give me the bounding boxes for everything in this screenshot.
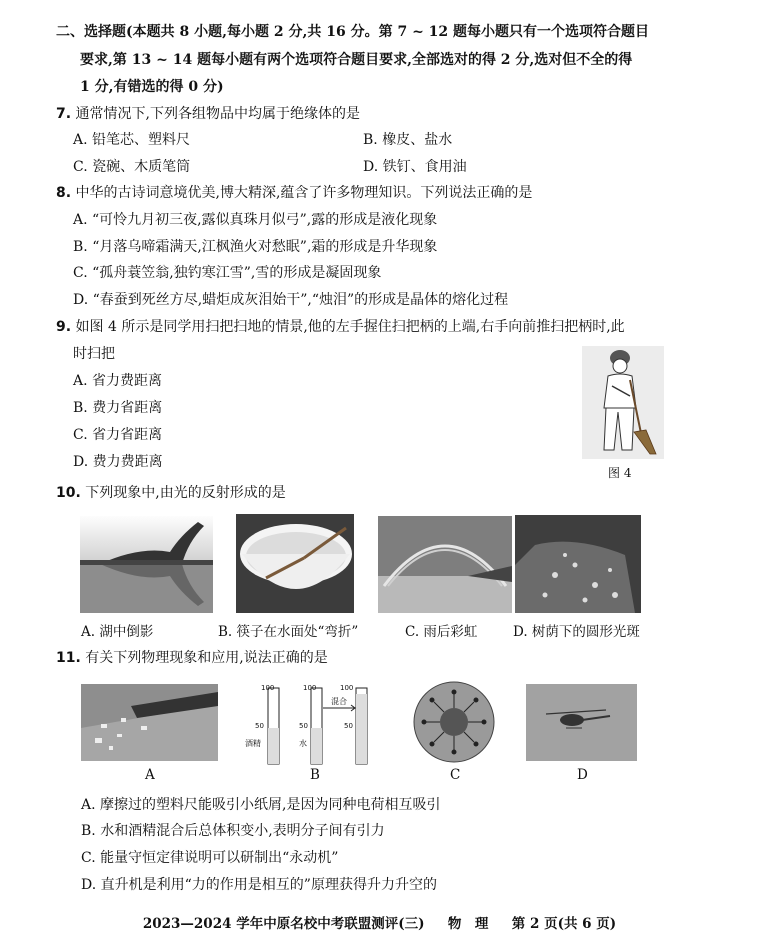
question-10-option-a: A. 湖中倒影 (81, 624, 154, 640)
cylinder2-50-label: 50 (299, 722, 308, 730)
question-8-option-d: D. “春蚕到死丝方尽,蜡炬成灰泪始干”,“烛泪”的形成是晶体的熔化过程 (73, 292, 509, 308)
question-8-option-b: B. “月落乌啼霜满天,江枫渔火对愁眠”,霜的形成是升华现象 (73, 239, 438, 255)
q11-label-a: A (145, 767, 155, 783)
cylinder1-50-label: 50 (255, 722, 264, 730)
alcohol-label: 酒精 (245, 739, 261, 748)
question-9-number: 9. (56, 319, 72, 335)
question-9-text: 如图 4 所示是同学用扫把扫地的情景,他的左手握住扫把柄的上端,右手向前推扫把柄时,此 (75, 319, 625, 335)
rainbow-image (378, 516, 512, 613)
ruler-paper-scraps-image (81, 684, 218, 761)
question-11-text: 有关下列物理现象和应用,说法正确的是 (85, 650, 328, 666)
question-11-option-b: B. 水和酒精混合后总体积变小,表明分子间有引力 (81, 823, 385, 839)
question-11-option-c: C. 能量守恒定律说明可以研制出“永动机” (81, 850, 339, 866)
q11-label-c: C (450, 767, 461, 783)
footer-page-number: 第 2 页(共 6 页) (511, 916, 617, 932)
question-10-option-c: C. 雨后彩虹 (405, 624, 478, 640)
figure-4-caption: 图 4 (608, 466, 632, 480)
cylinder2-100-label: 100 (303, 684, 317, 692)
question-10-option-b: B. 筷子在水面处“弯折” (218, 624, 359, 640)
question-8-option-a: A. “可怜九月初三夜,露似真珠月似弓”,露的形成是液化现象 (73, 212, 438, 228)
q11-label-b: B (310, 767, 320, 783)
question-8-stem (56, 183, 532, 203)
question-10-text: 下列现象中,由光的反射形成的是 (85, 485, 286, 501)
question-11-option-d: D. 直升机是利用“力的作用是相互的”原理获得升力升空的 (81, 877, 437, 893)
question-8-number: 8. (56, 185, 72, 201)
page-footer (0, 912, 759, 932)
question-9-stem-cont: 时扫把 (73, 346, 115, 362)
water-alcohol-mixing-diagram (243, 684, 383, 766)
question-7-stem (56, 104, 360, 124)
question-9-option-c: C. 省力省距离 (73, 427, 163, 443)
footer-subject: 物 理 (447, 916, 489, 932)
question-10-option-d: D. 树荫下的圆形光斑 (513, 624, 640, 640)
atom-model-diagram (412, 680, 496, 764)
question-7-option-a: A. 铅笔芯、塑料尺 (73, 132, 191, 148)
mix-label: 混合 (331, 697, 347, 706)
question-10-number: 10. (56, 485, 81, 501)
cylinder3-100-label: 100 (340, 684, 354, 692)
question-7-option-c: C. 瓷碗、木质笔筒 (73, 159, 191, 175)
question-7-number: 7. (56, 106, 72, 122)
question-11-number: 11. (56, 650, 81, 666)
question-8-option-c: C. “孤舟蓑笠翁,独钓寒江雪”,雪的形成是凝固现象 (73, 265, 382, 281)
chopsticks-in-water-image (236, 514, 354, 613)
section-header-line3: 1 分,有错选的得 0 分) (80, 79, 224, 95)
question-7-option-b: B. 橡皮、盐水 (363, 132, 453, 148)
footer-exam-title: 2023—2024 学年中原名校中考联盟测评(三) (142, 916, 425, 932)
question-11-option-a: A. 摩擦过的塑料尺能吸引小纸屑,是因为同种电荷相互吸引 (81, 797, 441, 813)
question-8-text: 中华的古诗词意境优美,博大精深,蕴含了许多物理知识。下列说法正确的是 (75, 185, 533, 201)
section-header-line1: 二、选择题(本题共 8 小题,每小题 2 分,共 16 分。第 7 ~ 12 题每小题只有一个选项符合题目 (56, 24, 650, 40)
question-9-option-d: D. 费力费距离 (73, 454, 163, 470)
light-spots-image (515, 515, 641, 613)
lake-reflection-image (80, 516, 213, 613)
helicopter-image (526, 684, 637, 761)
question-11-stem (56, 648, 328, 668)
question-9-option-a: A. 省力费距离 (73, 373, 163, 389)
section-header-line2: 要求,第 13 ~ 14 题每小题有两个选项符合题目要求,全部选对的得 2 分,选对但不全的得 (80, 52, 633, 68)
question-10-stem (56, 483, 286, 503)
question-7-option-d: D. 铁钉、食用油 (363, 159, 467, 175)
water-label: 水 (299, 739, 307, 748)
figure-4-sweeper-image (582, 346, 664, 459)
question-7-text: 通常情况下,下列各组物品中均属于绝缘体的是 (75, 106, 360, 122)
question-9-option-b: B. 费力省距离 (73, 400, 163, 416)
question-9-stem (56, 317, 625, 337)
q11-label-d: D (577, 767, 588, 783)
cylinder3-50-label: 50 (344, 722, 353, 730)
cylinder1-100-label: 100 (261, 684, 275, 692)
